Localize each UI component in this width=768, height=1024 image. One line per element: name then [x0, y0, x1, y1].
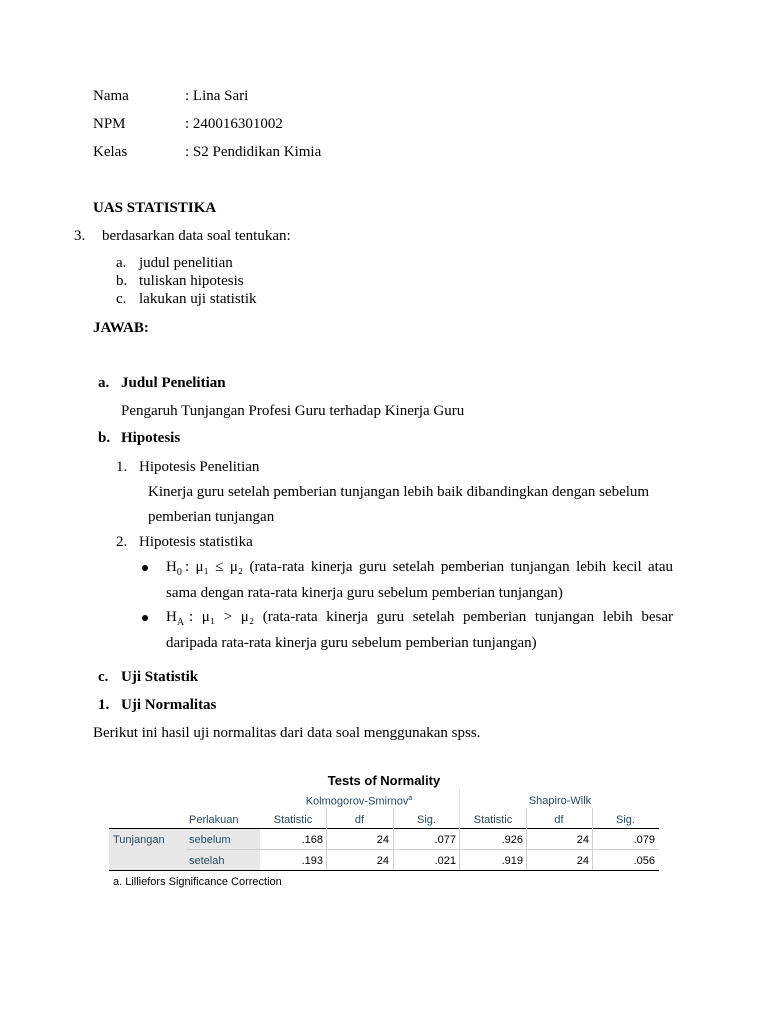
question-number: 3. — [74, 228, 86, 244]
section-heading: Hipotesis — [121, 430, 181, 446]
section-heading: Judul Penelitian — [121, 375, 226, 391]
research-hypothesis-line: pemberian tunjangan — [148, 509, 275, 525]
bullet-icon — [142, 615, 148, 621]
research-hypothesis-line: Kinerja guru setelah pemberian tunjangan lebih baik dibandingkan dengan sebelum — [148, 484, 650, 500]
null-hypothesis-line: : μ₁ ≤ μ₂ (rata-rata kinerja guru setelah pemberian tunjangan lebih kecil atau — [185, 559, 673, 575]
section-marker: c. — [98, 669, 109, 685]
bottom-rule — [109, 870, 659, 871]
identity-label-nama: Nama — [93, 88, 129, 104]
research-title: Pengaruh Tunjangan Profesi Guru terhadap Kinerja Guru — [121, 403, 465, 419]
table-cell: 24 — [376, 855, 389, 867]
normality-intro: Berikut ini hasil uji normalitas dari data soal menggunakan spss. — [93, 725, 481, 741]
question-item-text: lakukan uji statistik — [139, 291, 257, 307]
column-header: Statistic — [473, 814, 513, 826]
hypothesis-item-heading: Hipotesis statistika — [139, 534, 253, 550]
question-item-marker: c. — [116, 291, 127, 307]
subsection-heading: Uji Normalitas — [121, 697, 217, 713]
table-cell: .079 — [633, 834, 655, 846]
column-header: df — [354, 814, 365, 826]
alt-hypothesis-line: : μ₁ > μ₂ (rata-rata kinerja guru setelah pemberian tunjangan lebih besar — [189, 609, 673, 625]
question-item-marker: a. — [116, 255, 127, 271]
alt-hypothesis-line: daripada rata-rata kinerja guru sebelum pemberian tunjangan) — [166, 635, 537, 651]
row-label-setelah: setelah — [189, 855, 225, 867]
table-cell: .193 — [301, 855, 323, 867]
table-cell: .168 — [301, 834, 323, 846]
column-header: Statistic — [273, 814, 313, 826]
group-header-sw: Shapiro-Wilk — [528, 795, 592, 807]
table-cell: .926 — [501, 834, 523, 846]
identity-value-kelas: : S2 Pendidikan Kimia — [185, 144, 322, 160]
row-divider — [186, 849, 659, 850]
question-item-marker: b. — [116, 273, 128, 289]
identity-value-nama: : Lina Sari — [185, 88, 249, 104]
table-title: Tests of Normality — [327, 773, 441, 788]
group-divider — [459, 789, 460, 830]
table-cell: 24 — [376, 834, 389, 846]
group-header-ks: Kolmogorov-Smirnov$^a$ — [305, 795, 413, 808]
column-header: Sig. — [417, 814, 436, 826]
question-text: berdasarkan data soal tentukan: — [102, 228, 291, 244]
row-label-sebelum: sebelum — [189, 834, 231, 846]
identity-label-kelas: Kelas — [93, 144, 128, 160]
section-heading: Uji Statistik — [121, 669, 199, 685]
subsection-marker: 1. — [98, 697, 110, 713]
row-group-label: Tunjangan — [113, 834, 165, 846]
table-cell: 24 — [576, 834, 589, 846]
table-cell: .021 — [434, 855, 456, 867]
null-hypothesis-symbol: $H_0$ — [166, 559, 182, 578]
question-item-text: tuliskan hipotesis — [139, 273, 244, 289]
exam-title: UAS STATISTIKA — [93, 200, 217, 216]
null-hypothesis-line: sama dengan rata-rata kinerja guru sebelum pemberian tunjangan) — [166, 585, 563, 601]
hypothesis-item-marker: 1. — [116, 459, 128, 475]
table-cell: 24 — [576, 855, 589, 867]
table-footnote: a. Lilliefors Significance Correction — [113, 876, 282, 888]
question-item-text: judul penelitian — [139, 255, 233, 271]
bullet-icon — [142, 565, 148, 571]
hypothesis-item-heading: Hipotesis Penelitian — [139, 459, 260, 475]
column-header: df — [554, 814, 564, 826]
column-header: Perlakuan — [189, 814, 239, 826]
answer-label: JAWAB: — [93, 320, 149, 336]
identity-value-npm: : 240016301002 — [185, 116, 283, 132]
section-marker: a. — [98, 375, 110, 391]
identity-label-npm: NPM — [93, 116, 126, 132]
header-rule — [109, 828, 659, 829]
table-cell: .056 — [633, 855, 655, 867]
hypothesis-item-marker: 2. — [116, 534, 128, 550]
column-header: Sig. — [616, 814, 635, 826]
table-cell: .077 — [434, 834, 456, 846]
alt-hypothesis-symbol: $H_A$ — [166, 609, 185, 628]
table-cell: .919 — [501, 855, 523, 867]
section-marker: b. — [98, 430, 111, 446]
